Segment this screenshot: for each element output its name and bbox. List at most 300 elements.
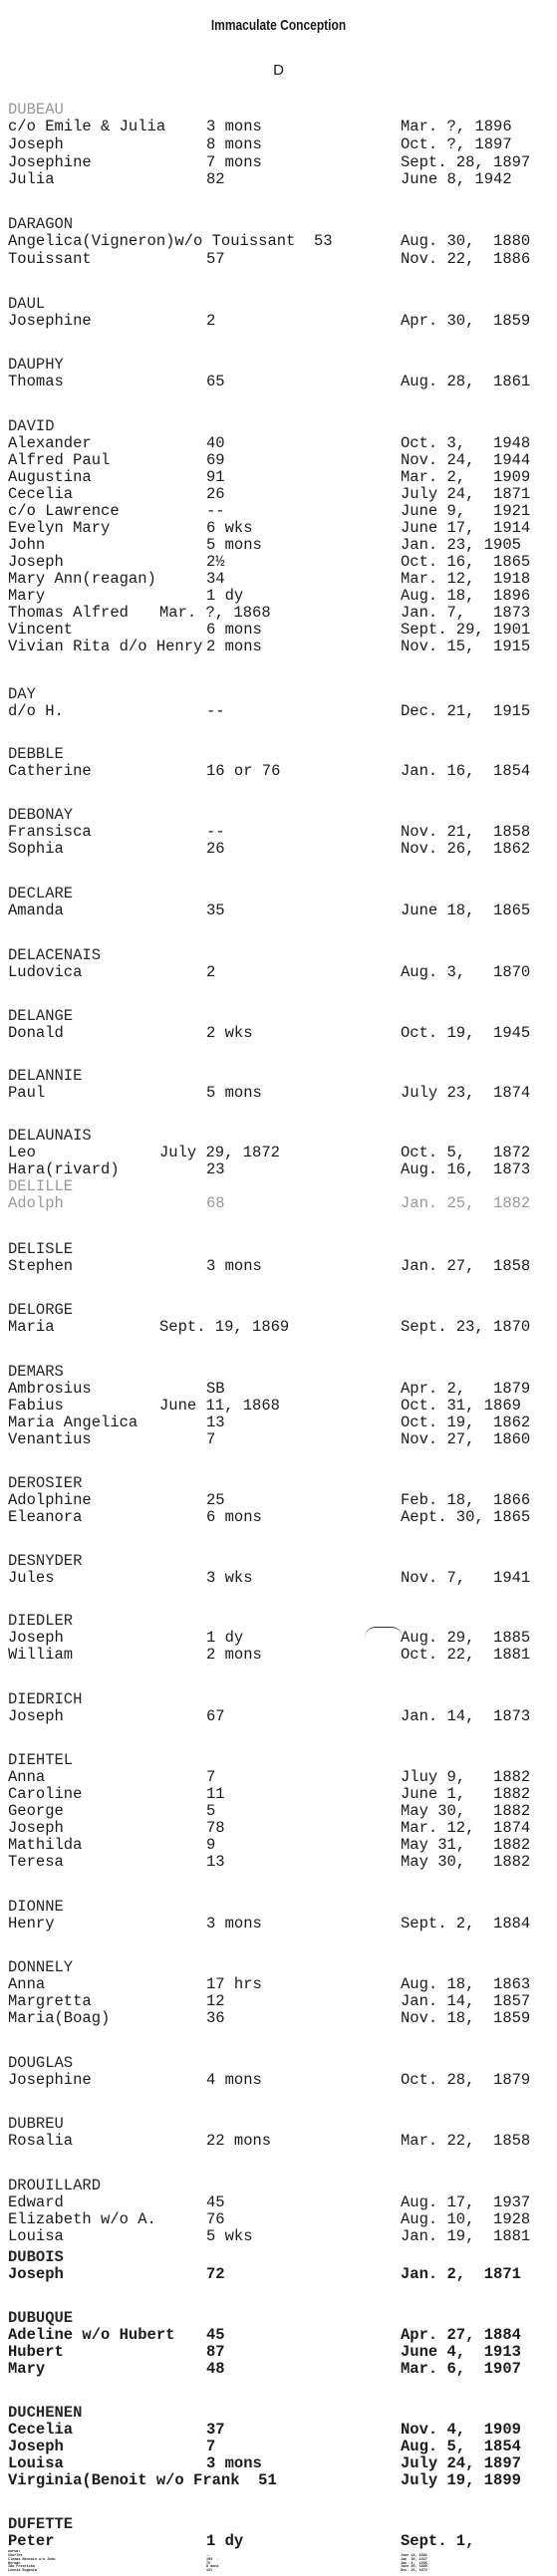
decedent-name: Mary <box>8 587 46 605</box>
burial-date: Jan. 27, 1858 <box>401 1257 531 1275</box>
surname-label: DAY <box>8 685 36 703</box>
record-row <box>0 502 557 520</box>
surname-heading <box>0 1363 557 1381</box>
decedent-name: Ludovica <box>8 963 83 981</box>
decedent-name: Cecelia <box>8 485 74 503</box>
record-row <box>0 1569 557 1587</box>
surname-heading <box>0 2309 557 2327</box>
burial-date: Mar. 6, 1907 <box>401 2360 521 2378</box>
burial-date: Aug. 16, 1873 <box>401 1160 531 1178</box>
decedent-name: Ambrosius <box>8 1380 92 1398</box>
decedent-name: Caroline <box>8 1785 83 1803</box>
age-value: 3 mons <box>206 2454 262 2472</box>
burial-date: May 31, 1882 <box>401 1836 531 1854</box>
burial-date: June 9, 1921 <box>401 502 531 520</box>
age-value: 82 <box>206 170 225 188</box>
record-row <box>0 434 557 452</box>
surname-label: DELANGE <box>8 1007 74 1025</box>
surname-heading <box>0 1958 557 1976</box>
decedent-name: Josephine <box>8 2071 92 2089</box>
age-value: Mar. ?, 1868 <box>159 604 271 622</box>
decedent-name: Clemas Hencain w/o John <box>8 2557 56 2562</box>
burial-date: Aug. 17, 1937 <box>401 2193 531 2211</box>
decedent-name: Augustina <box>8 468 92 486</box>
burial-date: Jan. 2, 1871 <box>401 2265 521 2283</box>
decedent-name: William <box>8 1646 74 1664</box>
age-value: 5 wks <box>206 2227 253 2245</box>
decedent-name: Alexander <box>8 434 92 452</box>
burial-date: July 23, 1874 <box>401 1084 531 1102</box>
decedent-name: Adolphine <box>8 1491 92 1509</box>
burial-date: Jluy 9, 1882 <box>401 1768 531 1786</box>
decedent-name: Joseph <box>8 2265 64 2283</box>
decedent-name: Louisa <box>8 2227 64 2245</box>
decedent-name: Peter <box>8 2532 55 2550</box>
record-row <box>0 373 557 390</box>
age-value: 69 <box>206 451 225 469</box>
age-value: 12½ <box>206 2569 213 2574</box>
surname-label: DELAUNAIS <box>8 1127 92 1145</box>
burial-date: Dec. 25, 1872 <box>401 2569 427 2574</box>
age-value: 3 wks <box>206 1569 253 1587</box>
surname-heading <box>0 2248 557 2266</box>
record-row <box>0 485 557 503</box>
burial-date: Nov. 24, 1944 <box>401 451 531 469</box>
burial-date: June 1, 1882 <box>401 1785 531 1803</box>
burial-date: May 30, 1882 <box>401 1853 531 1871</box>
surname-heading <box>0 885 557 902</box>
decedent-name: Adolph <box>8 1194 64 1212</box>
decedent-name: Joseph <box>8 2438 64 2455</box>
burial-date: Nov. 18, 1859 <box>401 2009 531 2027</box>
burial-date: Jan. 30, 1927 <box>401 2557 427 2562</box>
age-value: 35 <box>206 902 225 919</box>
age-value: 34 <box>206 570 225 588</box>
surname-label: DIEDRICH <box>8 1690 83 1708</box>
record-row <box>0 2009 557 2027</box>
burial-date: June 17, 1914 <box>401 519 531 537</box>
decedent-name: Leo <box>8 1144 36 1161</box>
decedent-name: Elizabeth w/o A. <box>8 2210 156 2228</box>
record-row <box>0 1430 557 1448</box>
record-row <box>0 519 557 537</box>
age-value: 4 mons <box>206 2071 262 2089</box>
decedent-name: Josephine <box>8 153 92 171</box>
decedent-name: Adeline w/o Hubert <box>8 2326 175 2344</box>
surname-label: DAUPHY <box>8 356 64 374</box>
age-value: 48 <box>206 2360 225 2378</box>
record-row <box>0 1024 557 1042</box>
burial-date: June 14, 1881 <box>401 2553 427 2558</box>
surname-label: DEMARS <box>8 1363 64 1381</box>
record-row <box>0 170 557 188</box>
burial-date: Aept. 30, 1865 <box>401 1508 531 1526</box>
record-row <box>0 1160 557 1178</box>
age-value: 6 mons <box>206 621 262 639</box>
surname-heading <box>0 745 557 763</box>
burial-date: Nov. 26, 1862 <box>401 840 531 858</box>
surname-label: DUBOIS <box>8 2248 64 2266</box>
surname-label: DROUILLARD <box>8 2177 102 2194</box>
decedent-name: Ida Fredricka <box>8 2565 35 2570</box>
burial-date: Oct. 31, 1869 <box>401 1397 521 1415</box>
record-row <box>0 1414 557 1431</box>
record-row <box>0 963 557 981</box>
surname-heading <box>0 1552 557 1570</box>
age-value: 12 <box>206 1992 225 2010</box>
age-value: 1 dy <box>206 2532 244 2550</box>
record-row <box>0 1646 557 1664</box>
surname-label: DEROSIER <box>8 1474 83 1492</box>
burial-date: Dec. 21, 1915 <box>401 702 531 720</box>
decedent-name: Louisa <box>8 2454 64 2472</box>
burial-date: Nov. 7, 1941 <box>401 1569 531 1587</box>
surname-heading <box>0 1474 557 1492</box>
record-row <box>0 536 557 554</box>
record-row <box>0 1508 557 1526</box>
surname-label: DUPONT <box>8 2550 21 2554</box>
decedent-name: Joseph <box>8 135 64 153</box>
surname-heading <box>0 685 557 703</box>
surname-label: DAVID <box>8 417 55 435</box>
decedent-name: Vincent <box>8 621 74 639</box>
record-row <box>0 468 557 486</box>
burial-date: Apr. 30, 1859 <box>401 312 531 330</box>
record-row <box>0 553 557 571</box>
decedent-name: Evelyn Mary <box>8 519 111 537</box>
burial-date: May 30, 1882 <box>401 1802 531 1820</box>
record-row <box>0 587 557 605</box>
surname-label: DIEDLER <box>8 1612 74 1630</box>
surname-heading <box>0 2515 557 2533</box>
record-row <box>0 1768 557 1786</box>
burial-date: Feb. 18, 1866 <box>401 1491 531 1509</box>
burial-date: July 24, 1871 <box>401 485 531 503</box>
age-value: 6 mons <box>206 1508 262 1526</box>
surname-label: DAUL <box>8 295 46 313</box>
surname-heading <box>0 1898 557 1916</box>
burial-date: Jan. 16, 1854 <box>401 762 531 780</box>
age-value: 8 mons <box>206 135 262 153</box>
record-row <box>0 232 557 250</box>
age-value: 17 hrs <box>206 1975 262 1993</box>
age-value: 22 mons <box>206 2132 272 2150</box>
burial-date: Jan. 4, 1936 <box>401 2561 427 2566</box>
record-row <box>0 702 557 720</box>
record-row <box>0 250 557 268</box>
burial-date: Aug. 3, 1870 <box>401 963 531 981</box>
age-value: 7 <box>206 2438 216 2455</box>
page-title: Immaculate Conception <box>210 17 347 34</box>
surname-label: DELANNIE <box>8 1067 83 1085</box>
burial-date: June 8, 1942 <box>401 170 512 188</box>
age-value: -- <box>206 823 225 841</box>
burial-date: Jan. 14, 1873 <box>401 1707 531 1725</box>
record-row <box>0 1380 557 1398</box>
record-row <box>0 1836 557 1854</box>
burial-date: Mar. 22, 1858 <box>401 2132 531 2150</box>
burial-date: Apr. 27, 1884 <box>401 2326 521 2344</box>
burial-date: Sept. 1, <box>401 2532 475 2550</box>
burial-date: June 4, 1913 <box>401 2343 521 2361</box>
record-row <box>0 1144 557 1161</box>
surname-label: DIEHTEL <box>8 1751 74 1769</box>
record-row <box>0 1853 557 1871</box>
record-row <box>0 621 557 639</box>
burial-date: Aug. 28, 1861 <box>401 373 531 390</box>
decedent-name: Henry <box>8 1915 55 1932</box>
record-row <box>0 2193 557 2211</box>
decedent-name: Herman <box>8 2561 21 2566</box>
decedent-name: Hara(rivard) <box>8 1160 120 1178</box>
age-value: 68 <box>206 1194 225 1212</box>
record-row <box>0 2360 557 2378</box>
burial-date: Mar. ?, 1896 <box>401 118 512 135</box>
burial-date: Sept. 2, 1884 <box>401 1915 531 1932</box>
decedent-name: Amanda <box>8 902 64 919</box>
decedent-name: Josephine <box>8 312 92 330</box>
burial-date: Nov. 27, 1860 <box>401 1430 531 1448</box>
burial-date: Jan. 7, 1873 <box>401 604 531 622</box>
record-row <box>0 840 557 858</box>
record-row <box>0 2071 557 2089</box>
record-row <box>0 101 557 119</box>
burial-date: Oct. ?, 1897 <box>401 135 512 153</box>
burial-date: Mar. 12, 1918 <box>401 570 531 588</box>
age-value: 26 <box>206 840 225 858</box>
burial-date: Oct. 19, 1945 <box>401 1024 531 1042</box>
record-row <box>0 1629 557 1647</box>
age-value: -- <box>206 502 225 520</box>
decedent-name: Vivian Rita d/o Henry <box>8 638 203 655</box>
decedent-name: Anna <box>8 1975 46 1993</box>
burial-date: Sept. 29, 1901 <box>401 621 531 639</box>
decedent-name: Rosalia <box>8 2132 74 2150</box>
surname-label: DELISLE <box>8 1240 74 1258</box>
burial-date: Mar. 2, 1909 <box>401 468 531 486</box>
record-row <box>0 1802 557 1820</box>
record-row <box>0 570 557 588</box>
record-row <box>0 1975 557 1993</box>
decedent-name: Hubert <box>8 2343 64 2361</box>
decedent-name: Anna <box>8 1768 46 1786</box>
age-value: 2 mons <box>206 1646 262 1664</box>
record-row <box>0 1194 557 1212</box>
age-value: 3 mons <box>206 1257 262 1275</box>
surname-heading <box>0 1612 557 1630</box>
age-value: 5 <box>206 1802 216 1820</box>
age-value: 16 or 76 <box>206 762 281 780</box>
age-value: 72 <box>206 2265 225 2283</box>
age-value: 26 <box>206 485 225 503</box>
age-value: 13 <box>206 1853 225 1871</box>
age-value: 78 <box>206 1819 225 1837</box>
age-value: 7 <box>206 1430 216 1448</box>
age-value: 67 <box>206 1707 225 1725</box>
burial-date: Aug. 30, 1880 <box>401 232 531 250</box>
surname-heading <box>0 1690 557 1708</box>
decedent-name: Fabius <box>8 1397 64 1415</box>
age-value: July 29, 1872 <box>159 1144 280 1161</box>
surname-label: DUFETTE <box>8 2515 74 2533</box>
decedent-name: Jules <box>8 1569 55 1587</box>
age-value: 45 <box>206 2326 225 2344</box>
surname-label: DELACENAIS <box>8 946 102 964</box>
age-value: 87 <box>206 2343 225 2361</box>
burial-date: Sept. 23, 1870 <box>401 1318 531 1336</box>
record-row <box>0 1318 557 1336</box>
burial-date: Oct. 19, 1862 <box>401 1414 531 1431</box>
record-row <box>0 2454 557 2472</box>
age-value: 7 <box>206 1768 216 1786</box>
age-value: 1 dy <box>206 1629 244 1647</box>
burial-date: Oct. 22, 1881 <box>401 1646 531 1664</box>
record-row <box>0 762 557 780</box>
age-value: 91 <box>206 468 225 486</box>
surname-heading <box>0 2177 557 2194</box>
decedent-name: Sophia <box>8 840 64 858</box>
age-value: 75 <box>206 2561 211 2566</box>
record-row <box>0 1992 557 2010</box>
age-value: 13 <box>206 1414 225 1431</box>
decedent-name: Alfred Paul <box>8 451 111 469</box>
decedent-name: DELILLE <box>8 1177 74 1195</box>
age-value: 3 mons <box>206 1915 262 1932</box>
decedent-name: Teresa <box>8 1853 64 1871</box>
age-value: 40 <box>206 434 225 452</box>
age-value: 103 <box>206 2557 213 2562</box>
surname-label: DARAGON <box>8 215 74 233</box>
record-row <box>0 638 557 655</box>
age-value: 2 <box>206 963 216 981</box>
decedent-name: Mary <box>8 2360 46 2378</box>
record-row <box>0 2132 557 2150</box>
decedent-name: Eleanora <box>8 1508 83 1526</box>
surname-label: DUBREU <box>8 2115 64 2133</box>
surname-heading <box>0 2054 557 2072</box>
decedent-name: Touissant <box>8 250 92 268</box>
burial-date: Nov. 21, 1858 <box>401 823 531 841</box>
age-value: 45 <box>206 2193 225 2211</box>
surname-heading <box>0 1301 557 1319</box>
burial-date: Jan. 14, 1857 <box>401 1992 531 2010</box>
record-row <box>0 2227 557 2245</box>
surname-heading <box>0 1007 557 1025</box>
surname-heading <box>0 1751 557 1769</box>
age-value: 6 wks <box>206 519 253 537</box>
decedent-name: Cecelia <box>8 2421 74 2439</box>
decedent-name: Fransisca <box>8 823 92 841</box>
surname-heading <box>0 2404 557 2422</box>
age-value: 65 <box>206 373 225 390</box>
decedent-name: Thomas Alfred <box>8 604 129 622</box>
record-row <box>0 2471 557 2489</box>
age-value: 57 <box>206 250 225 268</box>
record-row <box>0 2210 557 2228</box>
decedent-name: Stephen <box>8 1257 74 1275</box>
decedent-name: Venantius <box>8 1430 92 1448</box>
age-value: 23 <box>206 1160 225 1178</box>
decedent-name: Maria <box>8 1318 55 1336</box>
burial-date: Nov. 22, 1886 <box>401 250 531 268</box>
record-row <box>0 118 557 135</box>
decedent-name: Joseph <box>8 1707 64 1725</box>
surname-label: DEBONAY <box>8 806 74 824</box>
age-value: 2 wks <box>206 1024 253 1042</box>
record-row <box>0 135 557 153</box>
record-row <box>0 1257 557 1275</box>
burial-date: Jan. 19, 1881 <box>401 2227 531 2245</box>
decedent-name: DUBEAU <box>8 101 64 119</box>
burial-date: Apr. 2, 1879 <box>401 1380 531 1398</box>
burial-date: Oct. 28, 1879 <box>401 2071 531 2089</box>
decedent-name: Maria(Boag) <box>8 2009 111 2027</box>
burial-date: Oct. 16, 1865 <box>401 553 531 571</box>
decedent-name: Donald <box>8 1024 64 1042</box>
burial-date: Aug. 29, 1885 <box>401 1629 531 1647</box>
decedent-name: Leonia Eugenia <box>8 2569 37 2574</box>
surname-heading <box>0 295 557 313</box>
burial-date: Mar. 12, 1874 <box>401 1819 531 1837</box>
burial-date: Aug. 10, 1928 <box>401 2210 531 2228</box>
record-row <box>0 1785 557 1803</box>
record-row <box>0 902 557 919</box>
decedent-name: Margretta <box>8 1992 92 2010</box>
decedent-name: d/o H. <box>8 702 64 720</box>
record-row <box>0 2326 557 2344</box>
surname-label: DUCHENEN <box>8 2404 83 2422</box>
decedent-name: c/o Lawrence <box>8 502 120 520</box>
record-row <box>0 1084 557 1102</box>
surname-heading <box>0 1067 557 1085</box>
age-value: 7 mons <box>206 153 262 171</box>
burial-date: Nov. 4, 1909 <box>401 2421 521 2439</box>
age-value: Sept. 19, 1869 <box>159 1318 290 1336</box>
age-value: 76 <box>206 2210 225 2228</box>
surname-heading <box>0 1127 557 1145</box>
surname-label: DECLARE <box>8 885 74 902</box>
burial-date: Aug. 18, 1863 <box>401 1975 531 1993</box>
decedent-name: Charles <box>8 2553 23 2558</box>
decedent-name: Joseph <box>8 1629 64 1647</box>
age-value: June 11, 1868 <box>159 1397 280 1415</box>
decedent-name: John <box>8 536 46 554</box>
surname-heading <box>0 2115 557 2133</box>
surname-heading <box>0 417 557 435</box>
record-row <box>0 2532 557 2550</box>
record-row <box>0 451 557 469</box>
record-row <box>0 604 557 622</box>
decedent-name: Joseph <box>8 553 64 571</box>
age-value: -- <box>206 2553 211 2558</box>
age-value: 2 mons <box>206 638 262 655</box>
record-row <box>0 1819 557 1837</box>
decedent-name: Maria Angelica <box>8 1414 139 1431</box>
age-value: 3 mons <box>206 118 262 135</box>
burial-date: Jan. 25, 1882 <box>401 1194 531 1212</box>
burial-date: Jan. 23, 1905 <box>401 536 521 554</box>
surname-label: DONNELY <box>8 1958 74 1976</box>
record-row <box>0 2438 557 2455</box>
record-row <box>0 1707 557 1725</box>
age-value: 11 <box>206 1785 225 1803</box>
record-row <box>0 823 557 841</box>
record-row <box>0 2421 557 2439</box>
age-value: 5 mons <box>206 1084 262 1102</box>
decedent-name: Edward <box>8 2193 64 2211</box>
record-row <box>0 2343 557 2361</box>
surname-label: DEBBLE <box>8 745 64 763</box>
